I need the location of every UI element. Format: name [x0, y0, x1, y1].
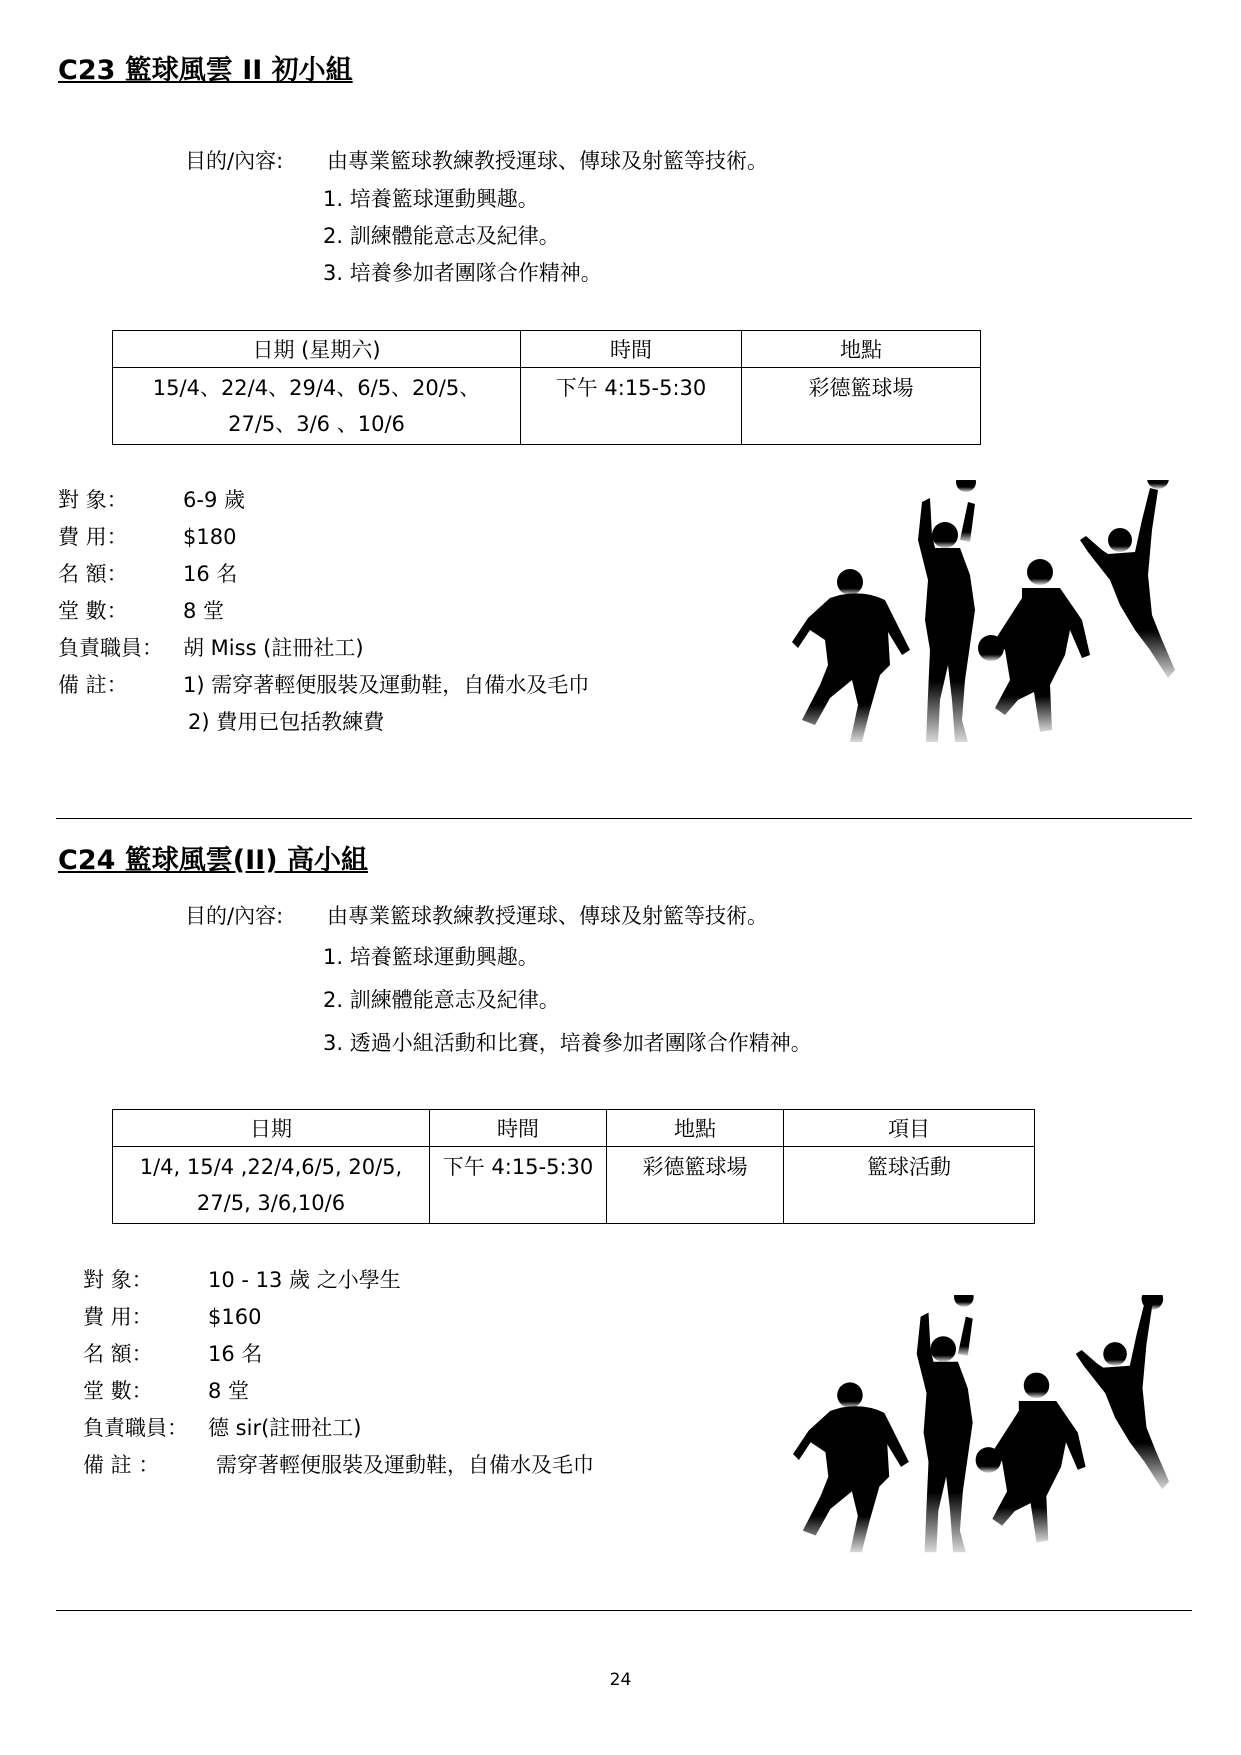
target-label: 對 象： [58, 488, 128, 512]
sessions-label: 堂 數： [58, 599, 128, 623]
cell-item: 籃球活動 [784, 1147, 1035, 1224]
table-row [113, 1147, 1035, 1224]
table-row [113, 368, 981, 445]
c23-title: C23 籃球風雲 II 初小組 [58, 55, 353, 86]
header-venue: 地點 [607, 1110, 784, 1147]
info-quota [83, 1336, 783, 1373]
cell-venue: 彩德籃球場 [607, 1147, 784, 1224]
cell-time: 下午 4:15-5:30 [430, 1147, 607, 1224]
basketball-players-image [790, 480, 1180, 755]
header-item: 項目 [784, 1110, 1035, 1147]
fee-value: $180 [183, 525, 237, 549]
cell-time: 下午 4:15-5:30 [521, 368, 742, 445]
page-number: 24 [609, 1670, 632, 1690]
basketball-players-image [785, 1295, 1180, 1565]
header-date: 日期 (星期六) [113, 331, 521, 368]
header-venue: 地點 [742, 331, 981, 368]
c24-schedule-table [112, 1109, 1035, 1224]
info-staff [58, 630, 778, 667]
info-quota [58, 556, 778, 593]
sessions-value: 8 堂 [208, 1379, 250, 1403]
c23-info [58, 482, 778, 741]
target-label: 對 象： [83, 1268, 153, 1292]
c24-info [83, 1262, 783, 1484]
section-divider [56, 818, 1192, 819]
c24-purpose-label: 目的/內容: [185, 904, 284, 928]
cell-dates: 15/4、22/4、29/4、6/5、20/5、27/5、3/6 、10/6 [113, 368, 521, 445]
staff-label: 負責職員： [58, 636, 163, 660]
quota-value: 16 名 [208, 1342, 263, 1366]
target-value: 6-9 歲 [183, 488, 245, 512]
staff-label: 負責職員： [83, 1416, 188, 1440]
c23-objective-1: 1. 培養籃球運動興趣。 [323, 187, 539, 211]
cell-dates: 1/4, 15/4 ,22/4,6/5, 20/5, 27/5, 3/6,10/6 [113, 1147, 430, 1224]
sessions-value: 8 堂 [183, 599, 225, 623]
fee-label: 費 用： [58, 525, 128, 549]
sessions-label: 堂 數： [83, 1379, 153, 1403]
info-target [58, 482, 778, 519]
info-sessions [83, 1373, 783, 1410]
info-remarks [83, 1447, 783, 1484]
target-value: 10 - 13 歲 之小學生 [208, 1268, 401, 1292]
bottom-divider [56, 1610, 1192, 1611]
staff-value: 胡 Miss (註冊社工) [183, 636, 364, 660]
info-fee [58, 519, 778, 556]
c23-objective-3: 3. 培養參加者團隊合作精神。 [323, 261, 602, 285]
quota-value: 16 名 [183, 562, 238, 586]
quota-label: 名 額： [83, 1342, 153, 1366]
fee-value: $160 [208, 1305, 262, 1329]
header-date: 日期 [113, 1110, 430, 1147]
fee-label: 費 用： [83, 1305, 153, 1329]
info-remarks [58, 667, 778, 704]
header-time: 時間 [521, 331, 742, 368]
info-target [83, 1262, 783, 1299]
remark-1: 1) 需穿著輕便服裝及運動鞋，自備水及毛巾 [183, 673, 590, 697]
remarks-label: 備 註 ： [83, 1453, 160, 1477]
c23-schedule-table [112, 330, 981, 445]
info-staff [83, 1410, 783, 1447]
c24-objective-2: 2. 訓練體能意志及紀律。 [323, 988, 560, 1012]
quota-label: 名 額： [58, 562, 128, 586]
c24-objective-3: 3. 透過小組活動和比賽，培養參加者團隊合作精神。 [323, 1031, 812, 1055]
remark-1: 需穿著輕便服裝及運動鞋，自備水及毛巾 [216, 1453, 594, 1477]
header-time: 時間 [430, 1110, 607, 1147]
c24-purpose-text: 由專業籃球教練教授運球、傳球及射籃等技術。 [327, 904, 768, 928]
info-fee [83, 1299, 783, 1336]
c24-objective-1: 1. 培養籃球運動興趣。 [323, 945, 539, 969]
remark-2: 2) 費用已包括教練費 [188, 710, 385, 734]
c23-purpose-text: 由專業籃球教練教授運球、傳球及射籃等技術。 [327, 149, 768, 173]
cell-venue: 彩德籃球場 [742, 368, 981, 445]
c23-objective-2: 2. 訓練體能意志及紀律。 [323, 224, 560, 248]
remarks-label: 備 註： [58, 673, 128, 697]
table-header-row [113, 331, 981, 368]
info-remarks-2 [58, 704, 778, 741]
staff-value: 德 sir(註冊社工) [208, 1416, 362, 1440]
table-header-row [113, 1110, 1035, 1147]
c23-purpose-label: 目的/內容: [185, 149, 284, 173]
c24-title: C24 籃球風雲(II) 高小組 [58, 845, 368, 876]
info-sessions [58, 593, 778, 630]
